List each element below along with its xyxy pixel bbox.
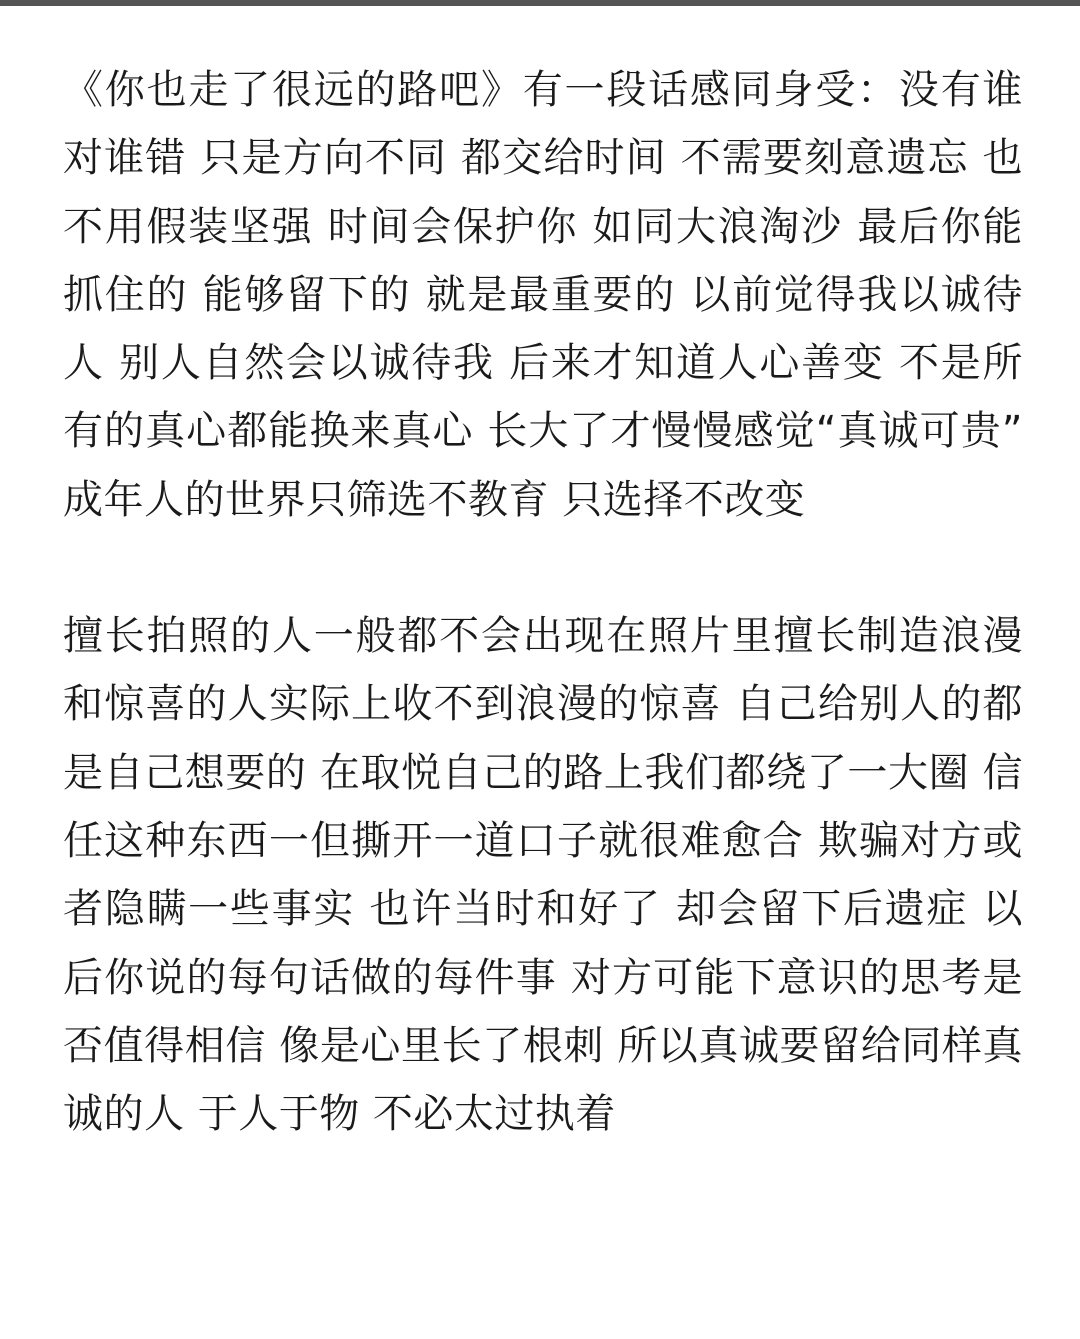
- top-border: [0, 0, 1080, 6]
- document-body: [63, 56, 1023, 1148]
- paragraph-1: 《你也走了很远的路吧》有一段话感同身受：没有谁对谁错 只是方向不同 都交给时间 不需要刻意遗忘 也不用假装坚强 时间会保护你 如同大浪淘沙 最后你能抓住的 能够留下的 就是最重要的 以前觉得我以诚待人 别人自然会以诚待我 后来才知道人心善变 不是所有的真心都能换来真心 长大了才慢慢感觉“真诚可贵” 成年人的世界只筛选不教育 只选择不改变: [63, 67, 1023, 523]
- paragraph-2: 擅长拍照的人一般都不会出现在照片里擅长制造浪漫和惊喜的人实际上收不到浪漫的惊喜 自己给别人的都是自己想要的 在取悦自己的路上我们都绕了一大圈 信任这种东西一但撕开一道口子就很难愈合 欺骗对方或者隐瞒一些事实 也许当时和好了 却会留下后遗症 以后你说的每句话做的每件事 对方可能下意识的思考是否值得相信 像是心里长了根刺 所以真诚要留给同样真诚的人 于人于物 不必太过执着: [63, 613, 1023, 1138]
